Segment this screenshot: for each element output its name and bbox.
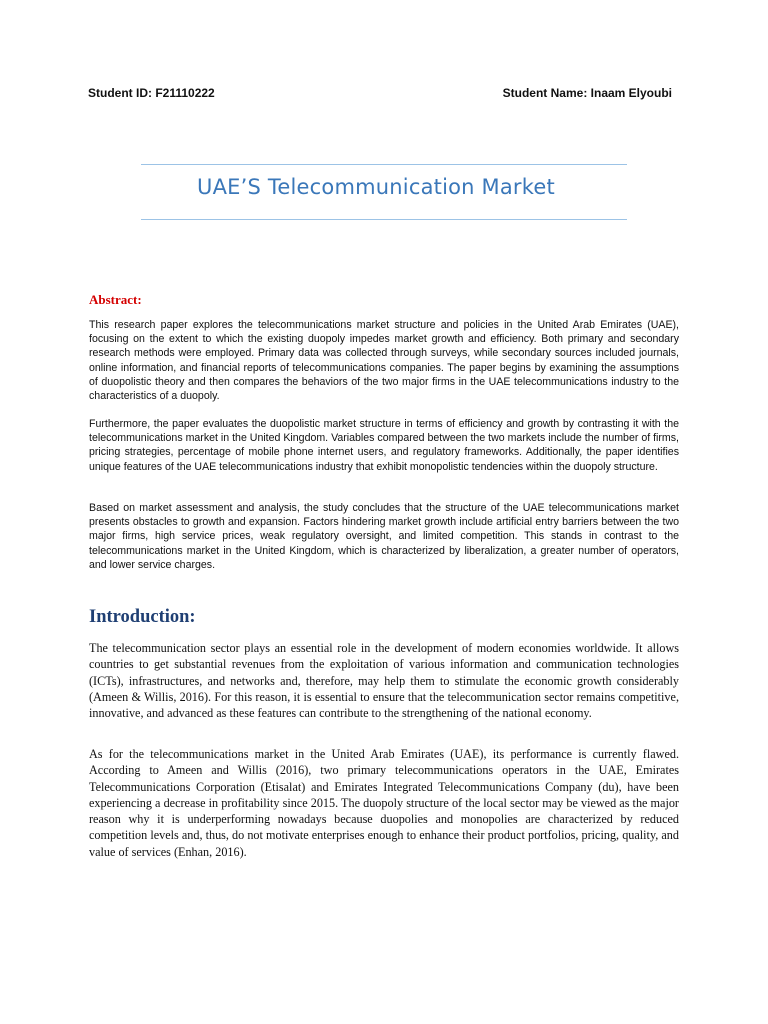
introduction-paragraph: As for the telecommunications market in the United Arab Emirates (UAE), its performance is currently flawed. According to Ameen and Willis (2016), two primary telecommunications operators in the UAE, Emirates Telecommunications Corporation (Etisalat) and Emirates Integrated Telecommunications Company (du), have been experiencing a decrease in profitability since 2015. The duopoly structure of the local sector may be viewed as the major reason why it is underperforming nowadays because duopolies and monopolies are characterized by reduced competition levels and, thus, do not motivate enterprises enough to enhance their product portfolios, pricing, quality, and value of services (Enhan, 2016). <box>89 747 679 859</box>
document-title: UAE’S Telecommunication Market <box>197 175 555 199</box>
student-header <box>88 86 680 104</box>
introduction-heading: Introduction: <box>89 607 196 627</box>
title-rule-bottom <box>141 219 627 220</box>
abstract-paragraph: Based on market assessment and analysis, the study concludes that the structure of the UAE telecommunications market presents obstacles to growth and expansion. Factors hindering market growth include artificial entry barriers between the two major firms, high service prices, weak regulatory oversight, and limited competition. This stands in contrast to the telecommunications market in the United Kingdom, which is characterized by liberalization, a greater number of operators, and lower service charges. <box>89 502 679 571</box>
abstract-paragraph: Furthermore, the paper evaluates the duopolistic market structure in terms of efficiency and growth by contrasting it with the telecommunications market in the United Kingdom. Variables compared between the two markets include the number of firms, pricing strategies, percentage of mobile phone internet users, and regulatory frameworks. Additionally, the paper identifies unique features of the UAE telecommunications industry that exhibit monopolistic tendencies within the duopoly structure. <box>89 418 679 473</box>
abstract-paragraph: This research paper explores the telecommunications market structure and policies in the United Arab Emirates (UAE), focusing on the extent to which the existing duopoly impedes market growth and efficiency. Both primary and secondary research methods were employed. Primary data was collected through surveys, while secondary sources included journals, online information, and financial reports of telecommunications companies. The paper begins by examining the assumptions of duopolistic theory and then compares the behaviors of the two major firms in the UAE telecommunications industry to the characteristics of a duopoly. <box>89 319 679 403</box>
title-rule-top <box>141 164 627 165</box>
introduction-paragraph: The telecommunication sector plays an essential role in the development of modern economies worldwide. It allows countries to get substantial revenues from the exploitation of various information and communication technologies (ICTs), infrastructures, and networks and, therefore, may help them to stimulate the economic growth considerably (Ameen & Willis, 2016). For this reason, it is essential to ensure that the telecommunication sector remains competitive, innovative, and advanced as these features can contribute to the strengthening of the national economy. <box>89 641 679 721</box>
student-id: Student ID: F21110222 <box>88 86 215 100</box>
student-name: Student Name: Inaam Elyoubi <box>502 86 672 100</box>
abstract-heading: Abstract: <box>89 292 142 307</box>
